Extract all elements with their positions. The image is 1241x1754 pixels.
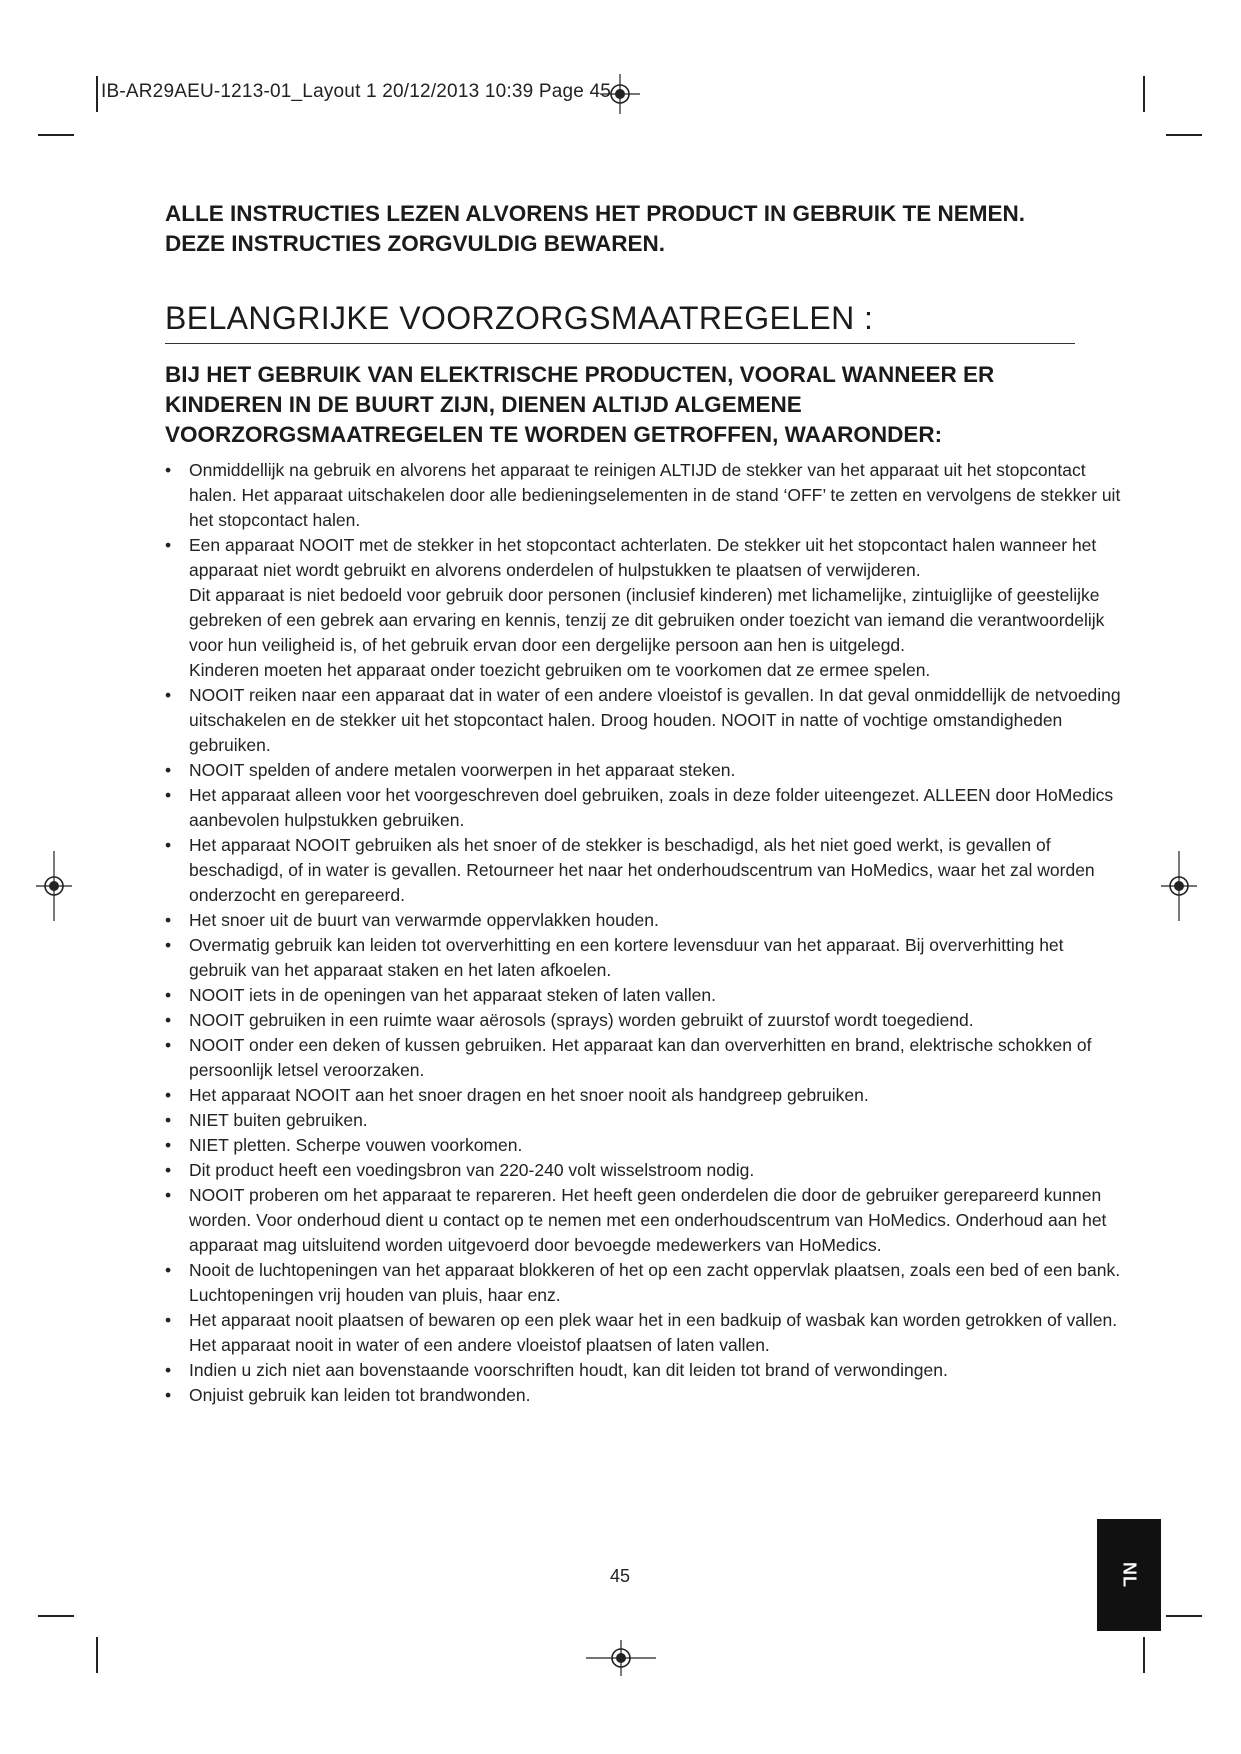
list-item xyxy=(165,458,1125,533)
list-item xyxy=(165,908,1125,933)
crop-mark-bottom-left-horizontal xyxy=(38,1615,74,1617)
rule-text: Het apparaat NOOIT gebruiken als het snoer of de stekker is beschadigd, als het niet goed werkt, is gevallen of beschadigd, of in water is gevallen. Retourneer het naar het onderhoudscentrum van HoMedics, waar het zal worden onderzocht en gerepareerd. xyxy=(189,835,1095,905)
rule-text: Overmatig gebruik kan leiden tot oververhitting en een kortere levensduur van het apparaat. Bij oververhitting het gebruik van het apparaat staken en het laten afkoelen. xyxy=(189,935,1064,980)
rule-text: NOOIT onder een deken of kussen gebruiken. Het apparaat kan dan oververhitten en brand, elektrische schokken of persoonlijk letsel veroorzaken. xyxy=(189,1035,1092,1080)
list-item xyxy=(165,533,1125,683)
language-tab-label: NL xyxy=(1119,1562,1140,1588)
bullet-icon: • xyxy=(165,1135,172,1155)
list-item xyxy=(165,1008,1125,1033)
rule-text: NOOIT gebruiken in een ruimte waar aërosols (sprays) worden gebruikt of zuurstof wordt toegediend. xyxy=(189,1010,974,1030)
bullet-icon: • xyxy=(165,910,172,930)
list-item xyxy=(165,758,1125,783)
bullet-icon: • xyxy=(165,1185,172,1205)
bullet-icon: • xyxy=(165,985,172,1005)
list-item xyxy=(165,1108,1125,1133)
bullet-icon: • xyxy=(165,785,172,805)
bullet-icon: • xyxy=(165,1035,172,1055)
rule-text: Indien u zich niet aan bovenstaande voorschriften houdt, kan dit leiden tot brand of verwondingen. xyxy=(189,1360,948,1380)
crop-mark-top-right-vertical xyxy=(1143,76,1145,112)
rule-text: Het apparaat NOOIT aan het snoer dragen en het snoer nooit als handgreep gebruiken. xyxy=(189,1085,869,1105)
warning-heading: BIJ HET GEBRUIK VAN ELEKTRISCHE PRODUCTEN, VOORAL WANNEER ER KINDEREN IN DE BUURT ZIJN, DIENEN ALTIJD ALGEMENE VOORZORGSMAATREGELEN TE WORDEN GETROFFEN, WAARONDER: xyxy=(165,362,995,447)
rule-text: Het snoer uit de buurt van verwarmde oppervlakken houden. xyxy=(189,910,659,930)
crop-mark-bottom-right-horizontal xyxy=(1166,1615,1202,1617)
bullet-icon: • xyxy=(165,535,172,555)
list-item xyxy=(165,833,1125,908)
rule-text: NIET pletten. Scherpe vouwen voorkomen. xyxy=(189,1135,523,1155)
list-item xyxy=(165,683,1125,758)
page-number: 45 xyxy=(609,1566,631,1586)
bullet-icon: • xyxy=(165,935,172,955)
crop-mark-top-right-horizontal xyxy=(1166,134,1202,136)
bullet-icon: • xyxy=(165,460,172,480)
rule-text: Het apparaat nooit plaatsen of bewaren op een plek waar het in een badkuip of wasbak kan worden getrokken of vallen. Het apparaat nooit in water of een andere vloeistof plaatsen of laten vallen. xyxy=(189,1310,1118,1355)
language-tab xyxy=(1097,1519,1161,1631)
crop-mark-bottom-left-vertical xyxy=(96,1637,98,1673)
bullet-icon: • xyxy=(165,1385,172,1405)
bullet-icon: • xyxy=(165,1085,172,1105)
rule-text: Nooit de luchtopeningen van het apparaat blokkeren of het op een zacht oppervlak plaatsen, zoals een bed of een bank. Luchtopeningen vrij houden van pluis, haar enz. xyxy=(189,1260,1121,1305)
list-item xyxy=(165,983,1125,1008)
rule-text: NOOIT proberen om het apparaat te repareren. Het heeft geen onderdelen die door de gebruiker gerepareerd kunnen worden. Voor onderhoud dient u contact op te nemen met een onderhoudscentrum van HoMedics. Onderhoud aan het apparaat mag uitsluitend worden uitgevoerd door bevoegde medewerkers van HoMedics. xyxy=(189,1185,1107,1255)
list-item xyxy=(165,1258,1125,1308)
list-item xyxy=(165,1133,1125,1158)
bullet-icon: • xyxy=(165,1310,172,1330)
bullet-icon: • xyxy=(165,835,172,855)
rule-text: Dit apparaat is niet bedoeld voor gebruik door personen (inclusief kinderen) met lichamelijke, zintuiglijke of geestelijke gebreken of een gebrek aan ervaring en kennis, tenzij ze dit gebruiken onder toezicht van iemand die verantwoordelijk voor hun veiligheid is, of het gebruik ervan door een dergelijke persoon aan hen is uitgelegd. xyxy=(189,585,1105,655)
bullet-icon: • xyxy=(165,1110,172,1130)
registration-mark-bottom-icon xyxy=(586,1638,656,1678)
list-item xyxy=(165,1083,1125,1108)
bullet-icon: • xyxy=(165,1160,172,1180)
list-item xyxy=(165,1308,1125,1358)
rule-text: NOOIT spelden of andere metalen voorwerpen in het apparaat steken. xyxy=(189,760,736,780)
safety-rules-list xyxy=(165,458,1125,1408)
bullet-icon: • xyxy=(165,685,172,705)
rule-text: Het apparaat alleen voor het voorgeschreven doel gebruiken, zoals in deze folder uiteengezet. ALLEEN door HoMedics aanbevolen hulpstukken gebruiken. xyxy=(189,785,1114,830)
rule-text: NOOIT iets in de openingen van het apparaat steken of laten vallen. xyxy=(189,985,716,1005)
list-item xyxy=(165,1158,1125,1183)
rule-text: Dit product heeft een voedingsbron van 220-240 volt wisselstroom nodig. xyxy=(189,1160,755,1180)
intro-instructions xyxy=(165,199,1115,259)
crop-mark-bottom-right-vertical xyxy=(1143,1637,1145,1673)
list-item xyxy=(165,1033,1125,1083)
list-item xyxy=(165,1358,1125,1383)
bullet-icon: • xyxy=(165,1360,172,1380)
list-item xyxy=(165,1383,1125,1408)
rule-text: Een apparaat NOOIT met de stekker in het stopcontact achterlaten. De stekker uit het stopcontact halen wanneer het apparaat niet wordt gebruikt en alvorens onderdelen of hulpstukken te plaatsen of verwijderen. xyxy=(189,535,1097,580)
bullet-icon: • xyxy=(165,760,172,780)
rule-text: NIET buiten gebruiken. xyxy=(189,1110,368,1130)
rule-text: NOOIT reiken naar een apparaat dat in water of een andere vloeistof is gevallen. In dat geval onmiddellijk de netvoeding uitschakelen en de stekker uit het stopcontact halen. Droog houden. NOOIT in natte of vochtige omstandigheden gebruiken. xyxy=(189,685,1121,755)
rule-text: Kinderen moeten het apparaat onder toezicht gebruiken om te voorkomen dat ze ermee spelen. xyxy=(189,660,931,680)
bullet-icon: • xyxy=(165,1010,172,1030)
list-item xyxy=(165,783,1125,833)
bullet-icon: • xyxy=(165,1260,172,1280)
registration-mark-top-icon xyxy=(600,74,640,114)
crop-mark-top-left-horizontal xyxy=(38,134,74,136)
list-item xyxy=(165,1183,1125,1258)
intro-line: ALLE INSTRUCTIES LEZEN ALVORENS HET PRODUCT IN GEBRUIK TE NEMEN. xyxy=(165,201,1026,226)
section-title: BELANGRIJKE VOORZORGSMAATREGELEN : xyxy=(165,300,1075,344)
list-item xyxy=(165,933,1125,983)
registration-mark-left-icon xyxy=(34,851,74,921)
intro-line: DEZE INSTRUCTIES ZORGVULDIG BEWAREN. xyxy=(165,231,666,256)
crop-mark-top-left-vertical xyxy=(96,76,98,112)
print-slug: IB-AR29AEU-1213-01_Layout 1 20/12/2013 10:39 Page 45 xyxy=(101,81,612,102)
rule-text: Onjuist gebruik kan leiden tot brandwonden. xyxy=(189,1385,531,1405)
rule-text: Onmiddellijk na gebruik en alvorens het apparaat te reinigen ALTIJD de stekker van het apparaat uit het stopcontact halen. Het apparaat uitschakelen door alle bedieningselementen in de stand ‘OFF’ te zetten en vervolgens de stekker uit het stopcontact halen. xyxy=(189,460,1121,530)
registration-mark-right-icon xyxy=(1159,851,1199,921)
